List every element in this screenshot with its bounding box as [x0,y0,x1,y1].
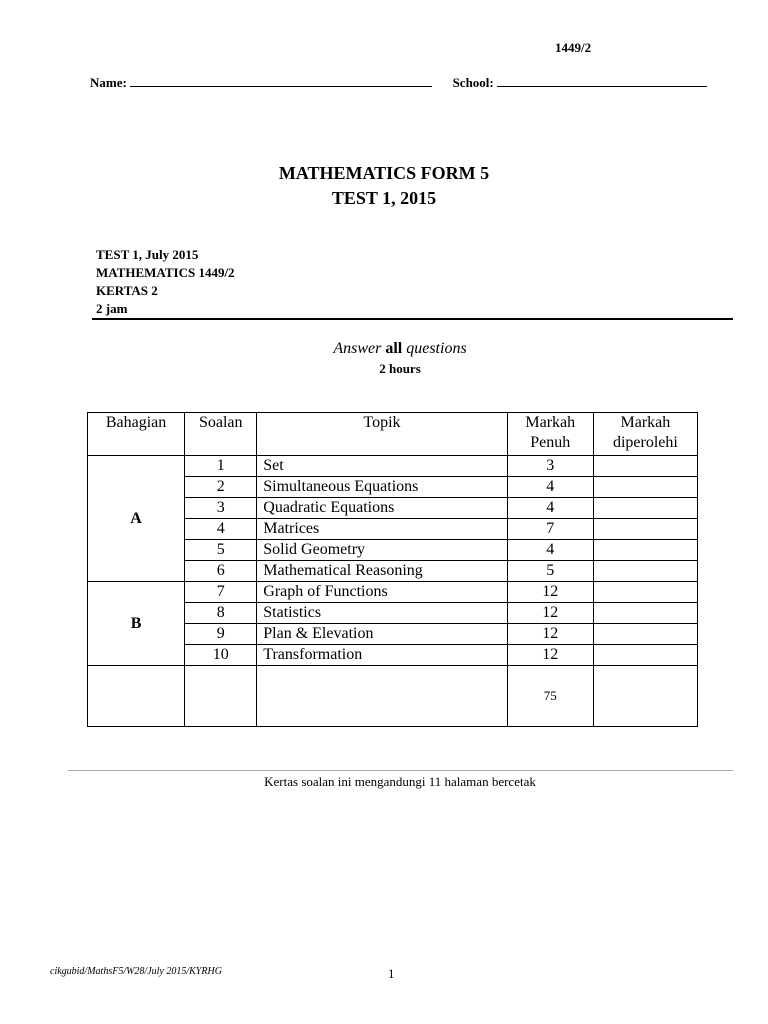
name-field-line[interactable] [130,74,432,87]
full-marks-cell: 12 [507,582,593,603]
topic-cell: Quadratic Equations [257,498,507,519]
topic-cell: Mathematical Reasoning [257,561,507,582]
header-divider [92,318,733,320]
meta-line: 2 jam [96,301,128,316]
pages-note: Kertas soalan ini mengandungi 11 halaman bercetak [264,774,536,789]
obtained-cell[interactable] [593,645,697,666]
header-question: Soalan [185,413,257,456]
question-number: 7 [185,582,257,603]
obtained-cell[interactable] [593,477,697,498]
full-marks-cell: 4 [507,498,593,519]
question-number: 8 [185,603,257,624]
obtained-cell[interactable] [593,456,697,477]
name-label: Name: [90,75,127,90]
obtained-cell[interactable] [593,582,697,603]
full-marks-cell: 4 [507,540,593,561]
question-number: 5 [185,540,257,561]
total-row [88,666,698,727]
full-marks-cell: 12 [507,603,593,624]
topic-cell: Simultaneous Equations [257,477,507,498]
footer-divider [68,770,733,771]
answer-suffix: questions [406,340,467,357]
full-marks-cell: 3 [507,456,593,477]
obtained-cell[interactable] [593,519,697,540]
question-number: 2 [185,477,257,498]
title-line-2: TEST 1, 2015 [331,188,437,208]
header-full-marks: Markah Penuh [507,413,593,456]
paper-code: 1449/2 [555,40,592,55]
answer-emphasis: all [385,340,403,357]
obtained-cell[interactable] [593,624,697,645]
page-number: 1 [388,966,395,981]
topic-cell: Transformation [257,645,507,666]
question-number: 10 [185,645,257,666]
meta-line: KERTAS 2 [96,283,158,298]
question-number: 1 [185,456,257,477]
header-obtained: Markah diperolehi [593,413,697,456]
topic-cell: Solid Geometry [257,540,507,561]
question-number: 9 [185,624,257,645]
total-topic-cell [257,666,507,727]
full-marks-cell: 12 [507,624,593,645]
header-topic: Topik [257,413,507,456]
obtained-cell[interactable] [593,498,697,519]
topic-cell: Plan & Elevation [257,624,507,645]
duration: 2 hours [379,361,421,376]
question-number: 4 [185,519,257,540]
topic-cell: Statistics [257,603,507,624]
answer-prefix: Answer [333,340,382,357]
full-marks-cell: 7 [507,519,593,540]
obtained-cell[interactable] [593,603,697,624]
meta-line: MATHEMATICS 1449/2 [96,265,235,280]
meta-line: TEST 1, July 2015 [96,247,199,262]
obtained-cell[interactable] [593,540,697,561]
full-marks-cell: 4 [507,477,593,498]
topic-cell: Set [257,456,507,477]
title-line-1: MATHEMATICS FORM 5 [278,163,490,183]
full-marks-cell: 12 [507,645,593,666]
header-section: Bahagian [88,413,185,456]
question-number: 3 [185,498,257,519]
question-number: 6 [185,561,257,582]
marks-table [87,412,698,727]
school-label: School: [452,75,494,90]
section-label-b: B [88,582,185,666]
total-marks: 75 [507,666,593,727]
topic-cell: Graph of Functions [257,582,507,603]
table-row [88,582,698,603]
answer-instruction [0,340,768,358]
total-obtained-cell[interactable] [593,666,697,727]
topic-cell: Matrices [257,519,507,540]
school-field-line[interactable] [497,74,707,87]
section-label-a: A [88,456,185,582]
table-header-row [88,413,698,456]
meta-block [96,246,235,318]
full-marks-cell: 5 [507,561,593,582]
footer-source: cikgubid/MathsF5/W28/July 2015/KYRHG [50,966,222,977]
total-question-cell [185,666,257,727]
name-school-row [90,74,707,91]
total-section-cell [88,666,185,727]
obtained-cell[interactable] [593,561,697,582]
table-row [88,456,698,477]
